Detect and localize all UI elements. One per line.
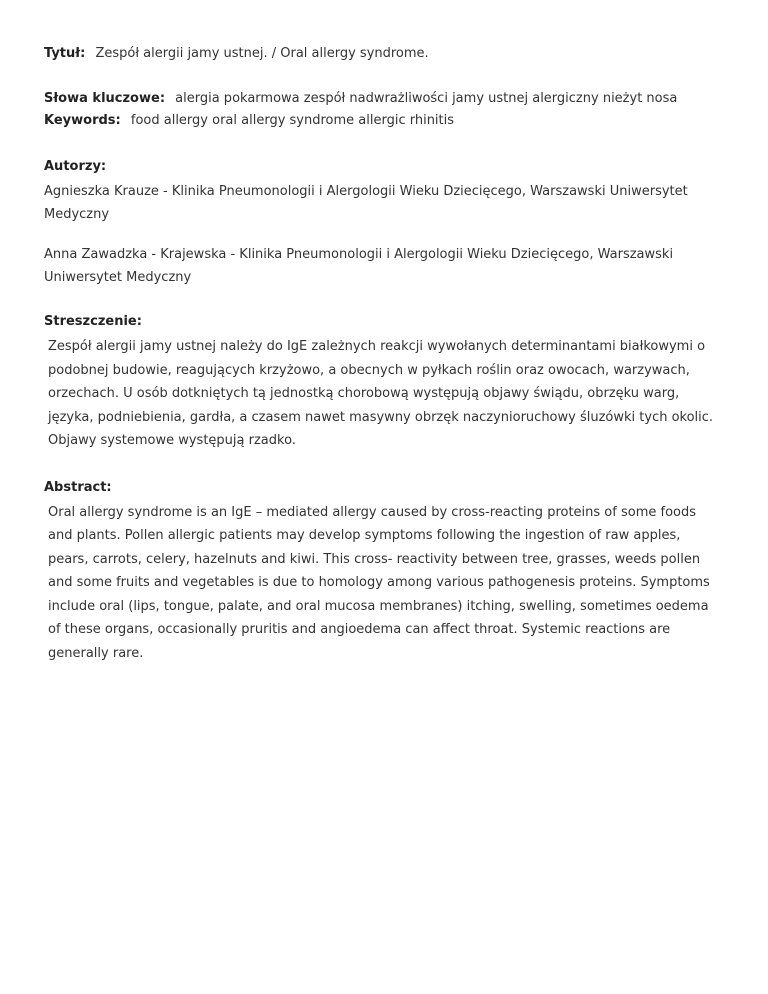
keywords-en-value: food allergy oral allergy syndrome allergic rhinitis: [130, 113, 455, 128]
abstract-text: Oral allergy syndrome is an IgE – mediated allergy caused by cross-reacting proteins of some foods and plants. Pollen allergic patients may develop symptoms following the ingestion of raw apples, pears, carrots, celery, hazelnuts and kiwi. This cross- reactivity between tree, grasses, weeds pollen and some fruits and vegetables is due to homology among various pathogenesis proteins. Symptoms include oral (lips, tongue, palate, and oral mucosa membranes) itching, swelling, sometimes oedema of these organs, occasionally pruritis and angioedema can affect throat. Systemic reactions are generally rare.: [48, 504, 710, 661]
summary-text: Zespół alergii jamy ustnej należy do IgE zależnych reakcji wywołanych determinantami białkowymi o podobnej budowie, reagujących krzyżowo, a obecnych w pyłkach roślin oraz owocach, warzywach, orzechach. U osób dotkniętych tą jednostką chorobową występują objawy świądu, obrzęku warg, języka, podniebienia, gardła, a czasem nawet masywny obrzęk naczynioruchowy śluzówki tych okolic. Objawy systemowe występują rzadko.: [48, 339, 714, 448]
keywords-pl-label: Słowa kluczowe:: [44, 91, 166, 106]
authors-heading: Autorzy:: [44, 159, 107, 174]
keywords-en-row: [44, 110, 724, 132]
keywords-pl-value: alergia pokarmowa zespół nadwrażliwości jamy ustnej alergiczny nieżyt nosa: [175, 91, 678, 106]
title-value: Zespół alergii jamy ustnej. / Oral allergy syndrome.: [95, 46, 429, 61]
title-label: Tytuł:: [44, 46, 86, 61]
keywords-pl-row: [44, 88, 724, 110]
author-entry: Agnieszka Krauze - Klinika Pneumonologii i Alergologii Wieku Dziecięcego, Warszawski Uniwersytet Medyczny: [44, 184, 688, 222]
summary-heading: Streszczenie:: [44, 314, 142, 329]
abstract-heading: Abstract:: [44, 479, 112, 495]
author-entry: Anna Zawadzka - Krajewska - Klinika Pneumonologii i Alergologii Wieku Dziecięcego, Warszawski Uniwersytet Medyczny: [44, 247, 674, 285]
title-row: [44, 43, 724, 65]
keywords-en-label: Keywords:: [44, 113, 121, 128]
